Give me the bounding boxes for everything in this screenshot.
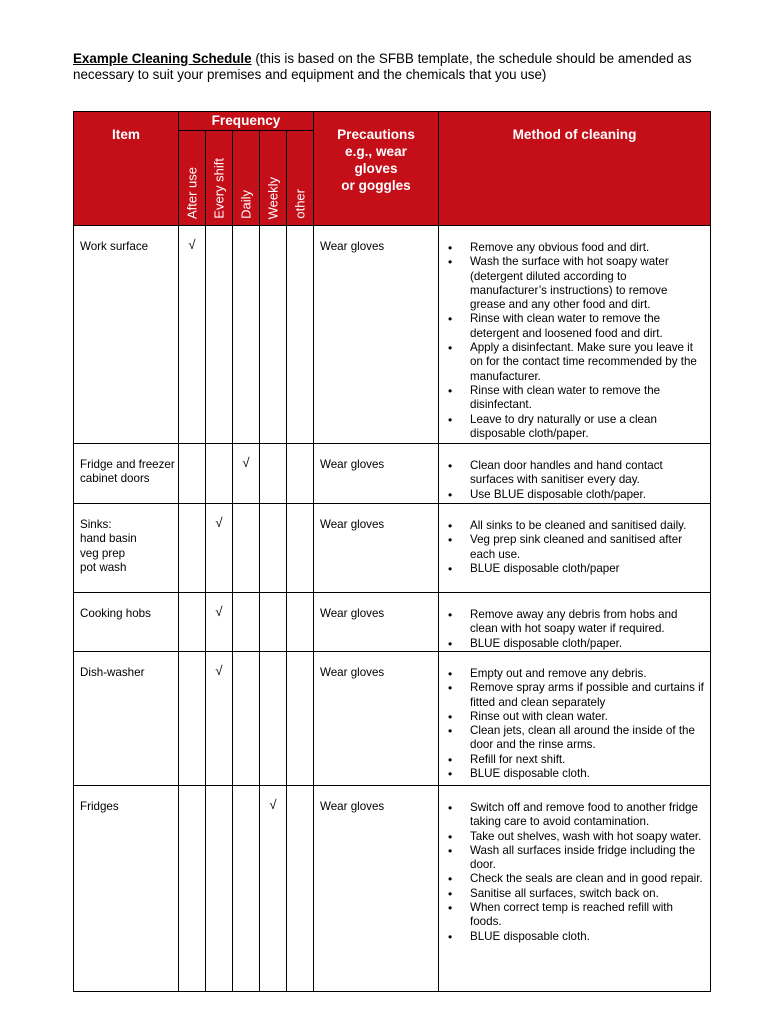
frequency-cell xyxy=(260,226,287,444)
header-freq-label: Every shift xyxy=(211,158,227,219)
precaution-cell: Wear gloves xyxy=(314,652,439,786)
frequency-cell xyxy=(233,652,260,786)
method-step: • Remove any obvious food and dirt. xyxy=(446,241,706,255)
item-name: Fridges xyxy=(80,800,119,813)
method-step: • BLUE disposable cloth. xyxy=(446,767,706,781)
method-step: • Empty out and remove any debris. xyxy=(446,667,706,681)
method-step: • When correct temp is reached refill with foods. xyxy=(446,901,706,930)
frequency-cell xyxy=(287,504,314,593)
method-cell xyxy=(439,593,711,652)
method-cell xyxy=(439,652,711,786)
header-freq-label: other xyxy=(292,189,308,219)
cleaning-schedule-table xyxy=(73,111,711,992)
item-name: Fridge and freezer cabinet doors xyxy=(80,458,175,486)
frequency-cell xyxy=(206,652,233,786)
header-freq-after-use xyxy=(179,131,206,226)
check-mark: √ xyxy=(215,663,223,678)
precaution-cell: Wear gloves xyxy=(314,593,439,652)
item-name: Dish-washer xyxy=(80,666,145,679)
frequency-cell xyxy=(260,593,287,652)
frequency-cell xyxy=(206,226,233,444)
frequency-cell xyxy=(260,652,287,786)
frequency-cell xyxy=(179,226,206,444)
frequency-cell xyxy=(287,652,314,786)
method-step: • Wash the surface with hot soapy water (detergent diluted according to manufacturer’s instructions) to remove grease and any other food and dirt. xyxy=(446,255,706,312)
method-step: • Check the seals are clean and in good repair. xyxy=(446,872,706,886)
frequency-cell xyxy=(233,593,260,652)
item-cell xyxy=(74,593,179,652)
item-name: Work surface xyxy=(80,240,149,253)
check-mark: √ xyxy=(269,797,277,812)
method-cell xyxy=(439,226,711,444)
method-step: • Refill for next shift. xyxy=(446,753,706,767)
method-step: • Sanitise all surfaces, switch back on. xyxy=(446,887,706,901)
check-mark: √ xyxy=(215,604,223,619)
frequency-cell xyxy=(287,226,314,444)
method-step: • Leave to dry naturally or use a clean disposable cloth/paper. xyxy=(446,413,706,442)
schedule-row xyxy=(74,593,711,652)
header-frequency: Frequency xyxy=(179,112,314,131)
frequency-cell xyxy=(287,593,314,652)
frequency-cell xyxy=(206,786,233,992)
method-step: • Rinse with clean water to remove the detergent and loosened food and dirt. xyxy=(446,312,706,341)
intro-text: (this is based on the SFBB template, the schedule should be amended as necessary to suit your premises and equipment and the chemicals that you use) xyxy=(73,51,692,82)
item-cell xyxy=(74,652,179,786)
method-step: • Apply a disinfectant. Make sure you leave it on for the contact time recommended by the manufacturer. xyxy=(446,341,706,384)
method-step: • Remove away any debris from hobs and clean with hot soapy water if required. xyxy=(446,608,706,637)
item-cell xyxy=(74,786,179,992)
header-precautions-line4: or goggles xyxy=(341,178,411,193)
frequency-cell xyxy=(206,444,233,504)
item-name-line: Sinks: xyxy=(80,518,112,531)
precaution-cell: Wear gloves xyxy=(314,226,439,444)
precaution-cell: Wear gloves xyxy=(314,504,439,593)
frequency-cell xyxy=(179,786,206,992)
item-name: Cooking hobs xyxy=(80,607,151,620)
method-step: • Switch off and remove food to another fridge taking care to avoid contamination. xyxy=(446,801,706,830)
header-freq-label: After use xyxy=(184,166,200,219)
method-steps-list xyxy=(446,459,706,502)
header-freq-every-shift xyxy=(206,131,233,226)
method-steps-list xyxy=(446,608,706,651)
method-step: • Use BLUE disposable cloth/paper. xyxy=(446,488,706,502)
header-freq-daily xyxy=(233,131,260,226)
method-step: • All sinks to be cleaned and sanitised daily. xyxy=(446,519,706,533)
header-freq-weekly xyxy=(260,131,287,226)
header-method: Method of cleaning xyxy=(439,112,711,226)
method-step: • BLUE disposable cloth/paper. xyxy=(446,637,706,651)
header-freq-label: Daily xyxy=(238,190,254,219)
method-steps-list xyxy=(446,519,706,576)
method-steps-list xyxy=(446,801,706,944)
method-cell xyxy=(439,444,711,504)
frequency-cell xyxy=(179,504,206,593)
header-precautions-line2: e.g., wear xyxy=(345,144,407,159)
check-mark: √ xyxy=(242,455,250,470)
schedule-row xyxy=(74,652,711,786)
frequency-cell xyxy=(260,786,287,992)
method-step: • Veg prep sink cleaned and sanitised after each use. xyxy=(446,533,706,562)
frequency-cell xyxy=(287,444,314,504)
method-step: • Remove spray arms if possible and curtains if fitted and clean separately xyxy=(446,681,706,710)
document-title: Example Cleaning Schedule xyxy=(73,51,252,66)
method-step: • Rinse with clean water to remove the disinfectant. xyxy=(446,384,706,413)
method-steps-list xyxy=(446,241,706,441)
precaution-cell: Wear gloves xyxy=(314,786,439,992)
intro-paragraph xyxy=(73,51,713,83)
frequency-cell xyxy=(233,226,260,444)
schedule-row xyxy=(74,786,711,992)
header-precautions-line1: Precautions xyxy=(337,127,415,142)
method-cell xyxy=(439,786,711,992)
frequency-cell xyxy=(233,504,260,593)
item-cell xyxy=(74,504,179,593)
frequency-cell xyxy=(260,504,287,593)
frequency-cell xyxy=(179,593,206,652)
header-precautions-line3: gloves xyxy=(354,161,398,176)
frequency-cell xyxy=(206,504,233,593)
item-cell xyxy=(74,226,179,444)
method-steps-list xyxy=(446,667,706,781)
method-step: • BLUE disposable cloth. xyxy=(446,930,706,944)
frequency-cell xyxy=(260,444,287,504)
frequency-cell xyxy=(287,786,314,992)
frequency-cell xyxy=(233,444,260,504)
frequency-cell xyxy=(206,593,233,652)
schedule-row xyxy=(74,444,711,504)
schedule-row xyxy=(74,504,711,593)
header-item: Item xyxy=(74,112,179,226)
precaution-cell: Wear gloves xyxy=(314,444,439,504)
item-name-line: veg prep xyxy=(80,546,126,560)
frequency-cell xyxy=(233,786,260,992)
item-name-line: hand basin xyxy=(80,532,137,546)
item-name-line: pot wash xyxy=(80,560,127,574)
check-mark: √ xyxy=(215,515,223,530)
method-cell xyxy=(439,504,711,593)
method-step: • Clean jets, clean all around the inside of the door and the rinse arms. xyxy=(446,724,706,753)
method-step: • Take out shelves, wash with hot soapy water. xyxy=(446,830,706,844)
check-mark: √ xyxy=(188,237,196,252)
frequency-cell xyxy=(179,444,206,504)
method-step: • Rinse out with clean water. xyxy=(446,710,706,724)
header-freq-other xyxy=(287,131,314,226)
frequency-cell xyxy=(179,652,206,786)
method-step: • Clean door handles and hand contact surfaces with sanitiser every day. xyxy=(446,459,706,488)
method-step: • BLUE disposable cloth/paper xyxy=(446,562,706,576)
header-precautions xyxy=(314,112,439,226)
header-freq-label: Weekly xyxy=(265,176,281,219)
item-cell xyxy=(74,444,179,504)
method-step: • Wash all surfaces inside fridge including the door. xyxy=(446,844,706,873)
schedule-row xyxy=(74,226,711,444)
